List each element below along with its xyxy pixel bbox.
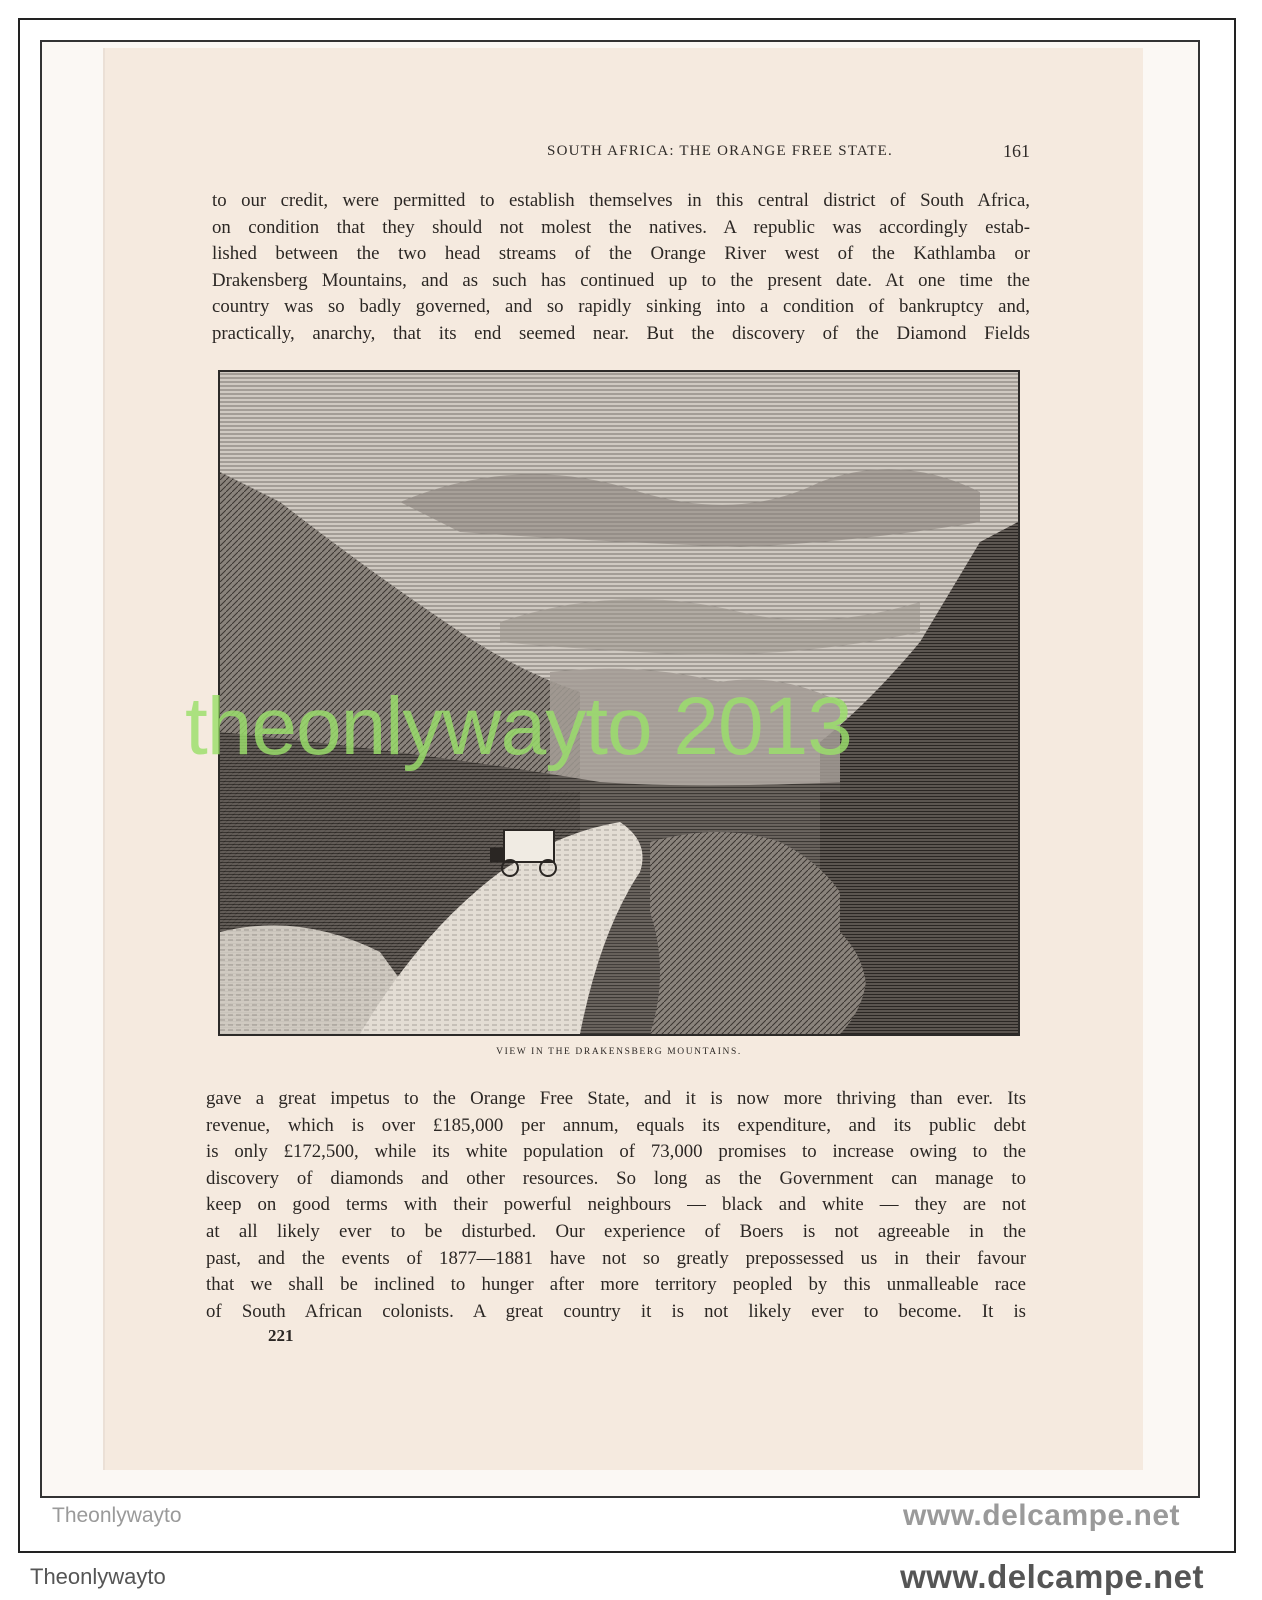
- text-line: discovery of diamonds and other resources. So long as the Government can manage to: [206, 1167, 1026, 1189]
- text-line: revenue, which is over £185,000 per annum, equals its expenditure, and its public debt: [206, 1114, 1026, 1136]
- footer-site-link[interactable]: www.delcampe.net: [903, 1499, 1180, 1532]
- watermark: theonlywayto 2013: [185, 681, 852, 772]
- bottom-strip: [0, 1553, 1262, 1600]
- bottom-seller: Theonlywayto: [30, 1563, 166, 1589]
- text-line: is only £172,500, while its white population of 73,000 promises to increase owing to the: [206, 1141, 1026, 1163]
- page-number: 161: [1003, 141, 1030, 161]
- running-title: SOUTH AFRICA: THE ORANGE FREE STATE.: [547, 143, 893, 159]
- text-line: on condition that they should not molest the natives. A republic was accordingly estab-: [212, 216, 1030, 238]
- body-text-bottom: [206, 1086, 1026, 1325]
- text-line: past, and the events of 1877—1881 have not so greatly prepossessed us in their favour: [206, 1247, 1026, 1269]
- text-line: keep on good terms with their powerful neighbours — black and white — they are not: [206, 1194, 1026, 1216]
- text-line: that we shall be inclined to hunger after more territory peopled by this unmalleable race: [206, 1274, 1026, 1296]
- illustration-caption: VIEW IN THE DRAKENSBERG MOUNTAINS.: [496, 1047, 742, 1057]
- footer-strip: [40, 1498, 1200, 1534]
- signature-mark: 221: [268, 1326, 294, 1345]
- bottom-site-link[interactable]: www.delcampe.net: [900, 1557, 1204, 1595]
- text-line: of South African colonists. A great country it is not likely ever to become. It is: [206, 1300, 1026, 1322]
- text-line: to our credit, were permitted to establish themselves in this central district of South Africa,: [212, 190, 1030, 211]
- body-text-top: [212, 188, 1030, 348]
- text-line: at all likely ever to be disturbed. Our experience of Boers is not agreeable in the: [206, 1220, 1026, 1242]
- text-line: gave a great impetus to the Orange Free State, and it is now more thriving than ever. Its: [206, 1088, 1026, 1109]
- text-line: lished between the two head streams of the Orange River west of the Kathlamba or: [212, 243, 1030, 265]
- text-line: Drakensberg Mountains, and as such has continued up to the present date. At one time the: [212, 269, 1030, 291]
- text-line: practically, anarchy, that its end seemed near. But the discovery of the Diamond Fields: [212, 322, 1030, 344]
- footer-seller: Theonlywayto: [52, 1504, 182, 1527]
- text-line: country was so badly governed, and so rapidly sinking into a condition of bankruptcy and,: [212, 296, 1030, 318]
